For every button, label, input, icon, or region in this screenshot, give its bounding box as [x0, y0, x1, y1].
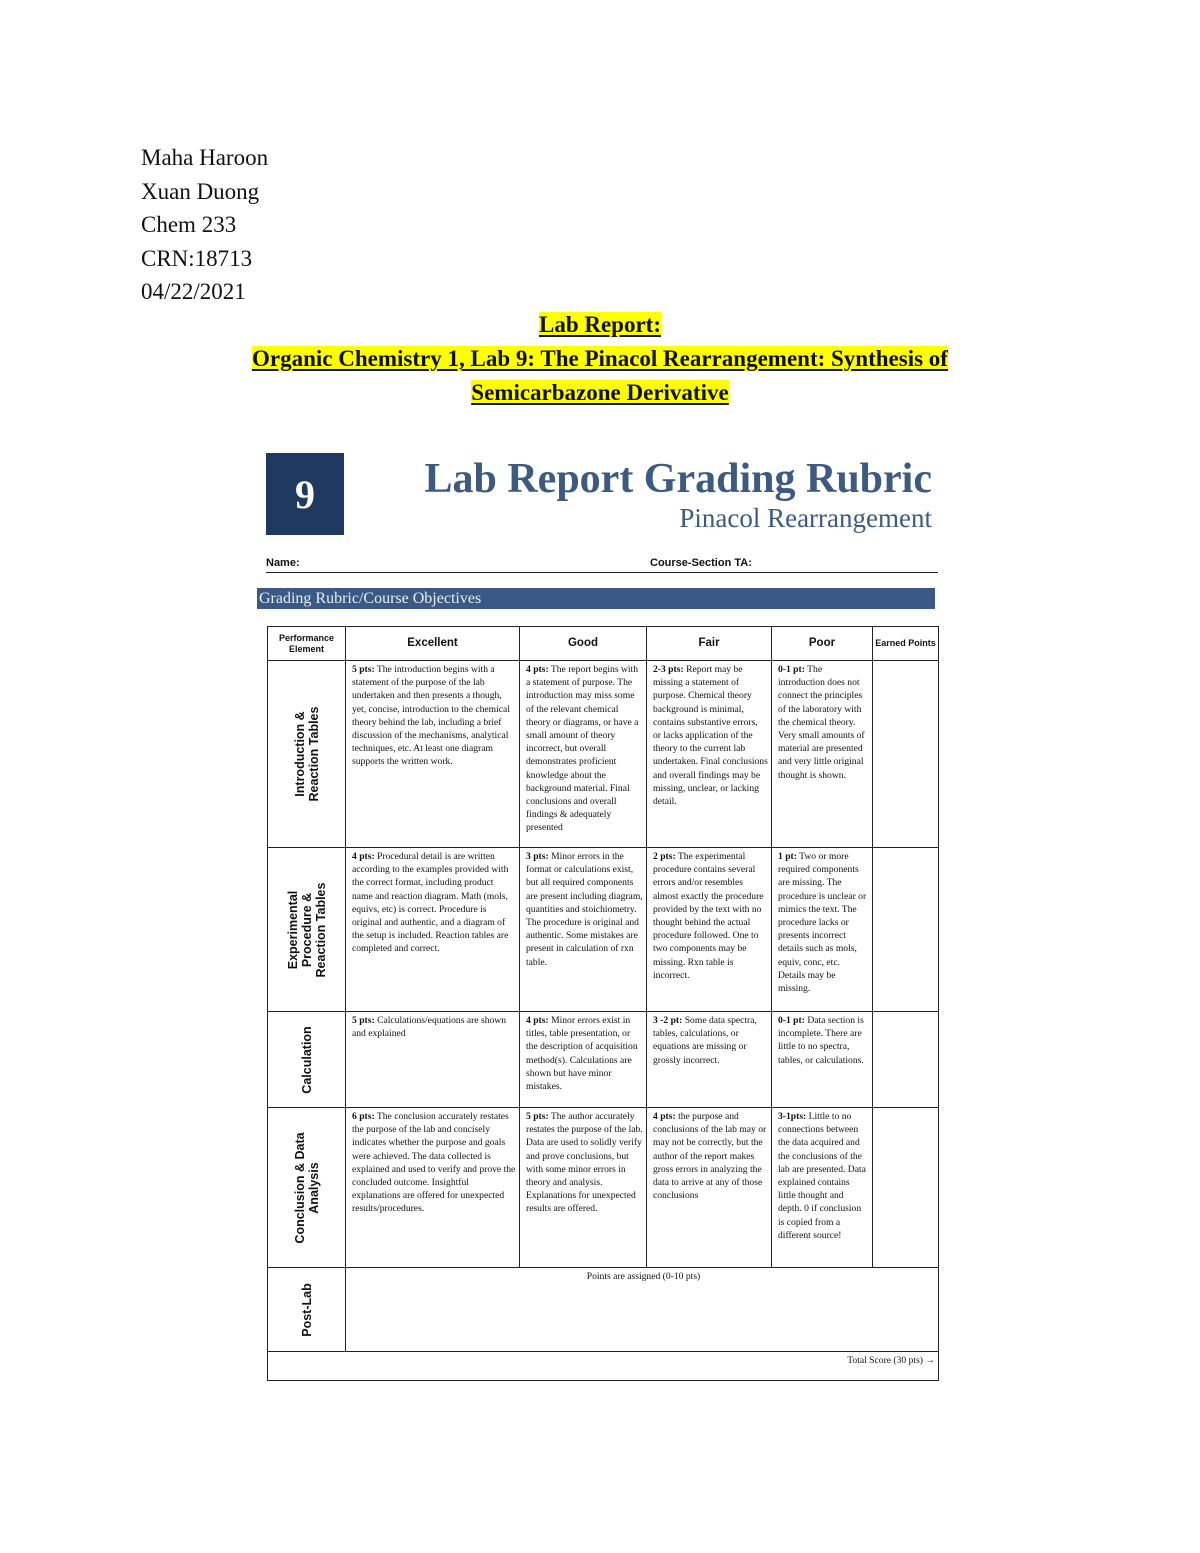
- grading-rubric-table: [267, 626, 939, 1381]
- col-header-element: Performance Element: [268, 627, 346, 661]
- table-row: [268, 1268, 939, 1352]
- col-header-good: Good: [520, 627, 647, 661]
- cell-poor: 1 pt: Two or more required components are missing. The procedure is unclear or mimics the text. The procedure lacks or presents incorrect details such as mols, equiv, conc, etc. Details may be missing.: [772, 848, 873, 1012]
- row-head-procedure: Experimental Procedure & Reaction Tables: [268, 848, 346, 1012]
- name-course-line: [266, 556, 938, 573]
- table-row: [268, 661, 939, 848]
- name-label: Name:: [266, 557, 300, 569]
- report-title: [120, 308, 1080, 410]
- row-head-postlab: Post-Lab: [268, 1268, 346, 1352]
- title-line-2: Organic Chemistry 1, Lab 9: The Pinacol Rearrangement: Synthesis of: [252, 346, 948, 371]
- total-score-label: Total Score (30 pts) →: [268, 1352, 939, 1381]
- title-line-3: Semicarbazone Derivative: [471, 380, 729, 405]
- author-line: Xuan Duong: [141, 178, 260, 204]
- crn-line: CRN:18713: [141, 245, 253, 271]
- rubric-banner: [266, 453, 938, 535]
- lab-number-badge: 9: [266, 453, 344, 535]
- table-header-row: [268, 627, 939, 661]
- row-head-calculation: Calculation: [268, 1012, 346, 1108]
- cell-fair: 4 pts: the purpose and conclusions of the lab may or may not be correctly, but the author of the report makes gross errors in analyzing the data to arrive at any of those conclusions: [647, 1108, 772, 1268]
- col-header-poor: Poor: [772, 627, 873, 661]
- col-header-fair: Fair: [647, 627, 772, 661]
- col-header-excellent: Excellent: [346, 627, 520, 661]
- row-head-conclusion: Conclusion & Data Analysis: [268, 1108, 346, 1268]
- author-info: [141, 141, 268, 309]
- cell-earned-points[interactable]: [873, 661, 939, 848]
- total-row: [268, 1352, 939, 1381]
- cell-good: 4 pts: Minor errors exist in titles, table presentation, or the description of acquisition method(s). Calculations are shown but have minor mistakes.: [520, 1012, 647, 1108]
- cell-excellent: 4 pts: Procedural detail is are written according to the examples provided with the correct format, including product name and reaction diagram. Math (mols, equivs, etc) is correct. Procedure is original and authentic, and a diagram of the setup is included. Reaction tables are completed and correct.: [346, 848, 520, 1012]
- cell-good: 5 pts: The author accurately restates the purpose of the lab. Data are used to solidly verify and prove conclusions, but with some minor errors in theory and analysis. Explanations for unexpected results are offered.: [520, 1108, 647, 1268]
- cell-excellent: 5 pts: Calculations/equations are shown and explained: [346, 1012, 520, 1108]
- cell-fair: 2-3 pts: Report may be missing a statement of purpose. Chemical theory background is minimal, contains substantive errors, or lacks application of the theory to the current lab undertaken. Final conclusions and overall findings may be missing, unclear, or lacking detail.: [647, 661, 772, 848]
- postlab-points-cell: Points are assigned (0-10 pts): [346, 1268, 939, 1352]
- cell-excellent: 6 pts: The conclusion accurately restates the purpose of the lab and concisely indicates whether the purpose and goals were achieved. The data collected is explained and used to verify and prove the concluded outcome. Insightful explanations are offered for unexpected results/procedures.: [346, 1108, 520, 1268]
- title-line-1: Lab Report:: [538, 312, 662, 337]
- cell-good: 4 pts: The report begins with a statement of purpose. The introduction may miss some of the relevant chemical theory or diagrams, or have a small amount of theory incorrect, but overall demonstrates proficient knowledge about the background material. Final conclusions and overall findings & adequately presented: [520, 661, 647, 848]
- table-row: [268, 1108, 939, 1268]
- cell-earned-points[interactable]: [873, 848, 939, 1012]
- objectives-bar: Grading Rubric/Course Objectives: [257, 588, 935, 609]
- table-row: [268, 848, 939, 1012]
- cell-poor: 0-1 pt: The introduction does not connect the principles of the laboratory with the chemical theory. Very small amounts of material are presented and very little original thought is shown.: [772, 661, 873, 848]
- date-line: 04/22/2021: [141, 279, 246, 304]
- rubric-title: Lab Report Grading Rubric: [424, 456, 932, 502]
- cell-earned-points[interactable]: [873, 1012, 939, 1108]
- cell-excellent: 5 pts: The introduction begins with a statement of the purpose of the lab undertaken and then presents a though, yet, concise, introduction to the chemical theory behind the lab, including a brief discussion of the mechanisms, analytical techniques, etc. At least one diagram supports the written work.: [346, 661, 520, 848]
- cell-poor: 3-1pts: Little to no connections between the data acquired and the conclusions of the lab are presented. Data explained contains little thought and depth. 0 if conclusion is copied from a different source!: [772, 1108, 873, 1268]
- cell-fair: 2 pts: The experimental procedure contains several errors and/or resembles almost exactly the procedure provided by the text with no thought behind the actual procedure followed. One to two components may be missing. Rxn table is incorrect.: [647, 848, 772, 1012]
- cell-good: 3 pts: Minor errors in the format or calculations exist, but all required components are present including diagram, quantities and stoichiometry. The procedure is original and authentic. Some mistakes are present in calculation of rxn table.: [520, 848, 647, 1012]
- cell-earned-points[interactable]: [873, 1108, 939, 1268]
- author-line: Maha Haroon: [141, 145, 269, 170]
- col-header-earned: Earned Points: [873, 627, 939, 661]
- course-line: Chem 233: [141, 212, 237, 237]
- cell-poor: 0-1 pt: Data section is incomplete. There are little to no spectra, tables, or calculations.: [772, 1012, 873, 1108]
- rubric-subtitle: Pinacol Rearrangement: [679, 503, 932, 533]
- cell-fair: 3 -2 pt: Some data spectra, tables, calculations, or equations are missing or grossly incorrect.: [647, 1012, 772, 1108]
- row-head-introduction: Introduction & Reaction Tables: [268, 661, 346, 848]
- course-section-label: Course-Section TA:: [650, 557, 752, 569]
- table-row: [268, 1012, 939, 1108]
